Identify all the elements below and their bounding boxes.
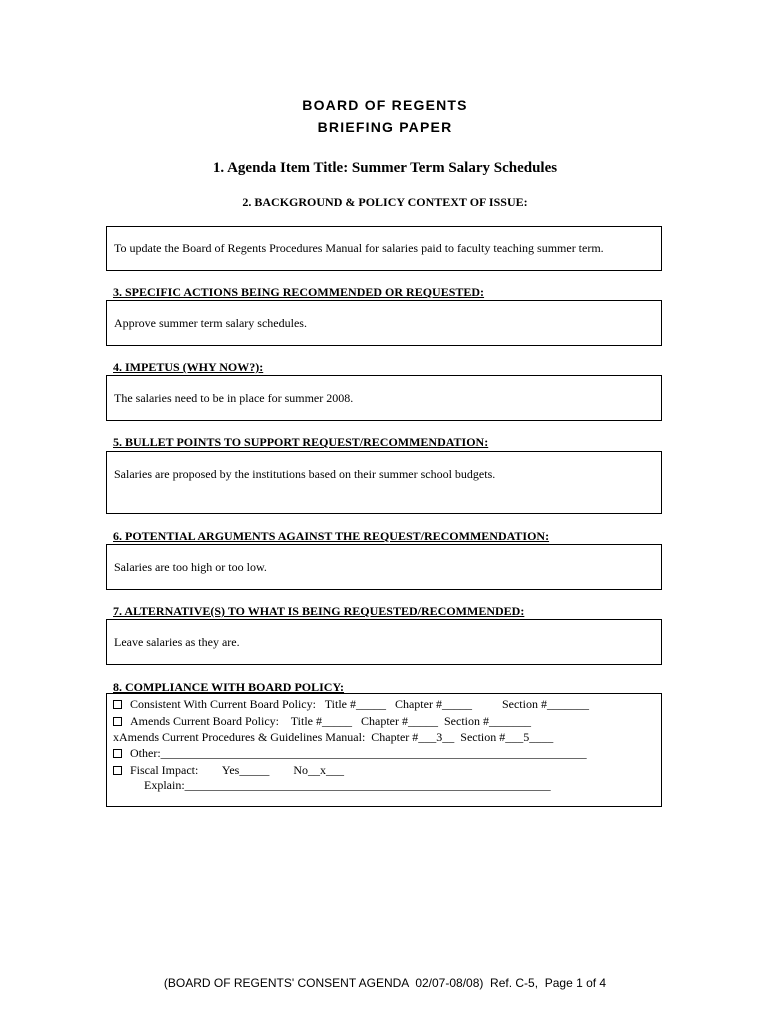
checkbox-icon[interactable]: [113, 749, 122, 758]
checkbox-icon[interactable]: [113, 766, 122, 775]
consistent-policy-row: [113, 697, 589, 712]
section-5-box: [106, 451, 662, 514]
document-subtitle: BRIEFING PAPER: [317, 119, 453, 135]
section-5-text: Salaries are proposed by the institutions based on their summer school budgets.: [114, 467, 496, 481]
document-title: BOARD OF REGENTS: [302, 97, 468, 113]
compliance-heading: 8. COMPLIANCE WITH BOARD POLICY:: [113, 680, 345, 694]
section-4-text: The salaries need to be in place for summer 2008.: [114, 391, 354, 405]
section-6-box: [106, 544, 662, 590]
checked-mark[interactable]: x: [113, 730, 119, 744]
section-5-heading: 5. BULLET POINTS TO SUPPORT REQUEST/RECOMMENDATION:: [113, 435, 489, 449]
section-6-text: Salaries are too high or too low.: [114, 560, 267, 574]
section-3-box: [106, 300, 662, 346]
background-box: [106, 226, 662, 271]
section-7-box: [106, 619, 662, 665]
section-7-heading: 7. ALTERNATIVE(S) TO WHAT IS BEING REQUESTED/RECOMMENDED:: [113, 604, 525, 618]
checkbox-icon[interactable]: [113, 700, 122, 709]
other-row: [113, 746, 587, 761]
agenda-item-title: 1. Agenda Item Title: Summer Term Salary Schedules: [212, 160, 558, 176]
fiscal-impact-row: [113, 763, 344, 778]
consistent-policy-text: Consistent With Current Board Policy: Title #_____ Chapter #_____ Section #_______: [130, 697, 589, 711]
amends-procedures-row: [113, 730, 553, 745]
section-3-heading: 3. SPECIFIC ACTIONS BEING RECOMMENDED OR REQUESTED:: [113, 285, 485, 299]
explain-row: Explain:_____________________________________________________________: [144, 778, 551, 792]
other-text: Other:_______________________________________________________________________: [130, 746, 587, 760]
fiscal-impact-text: Fiscal Impact: Yes_____ No__x___: [130, 763, 344, 777]
section-3-text: Approve summer term salary schedules.: [114, 316, 307, 330]
background-heading: 2. BACKGROUND & POLICY CONTEXT OF ISSUE:: [242, 195, 528, 209]
page-footer: (BOARD OF REGENTS' CONSENT AGENDA 02/07-08/08) Ref. C-5, Page 1 of 4: [163, 976, 607, 990]
section-4-heading: 4. IMPETUS (WHY NOW?):: [113, 360, 264, 374]
section-7-text: Leave salaries as they are.: [114, 635, 240, 649]
background-text: To update the Board of Regents Procedures Manual for salaries paid to faculty teaching summer term.: [114, 241, 604, 255]
amends-policy-text: Amends Current Board Policy: Title #_____ Chapter #_____ Section #_______: [130, 714, 531, 728]
amends-procedures-text: Amends Current Procedures & Guidelines Manual: Chapter #___3__ Section #___5____: [119, 730, 554, 744]
section-4-box: [106, 375, 662, 421]
section-6-heading: 6. POTENTIAL ARGUMENTS AGAINST THE REQUEST/RECOMMENDATION:: [113, 529, 550, 543]
checkbox-icon[interactable]: [113, 717, 122, 726]
amends-policy-row: [113, 714, 531, 729]
